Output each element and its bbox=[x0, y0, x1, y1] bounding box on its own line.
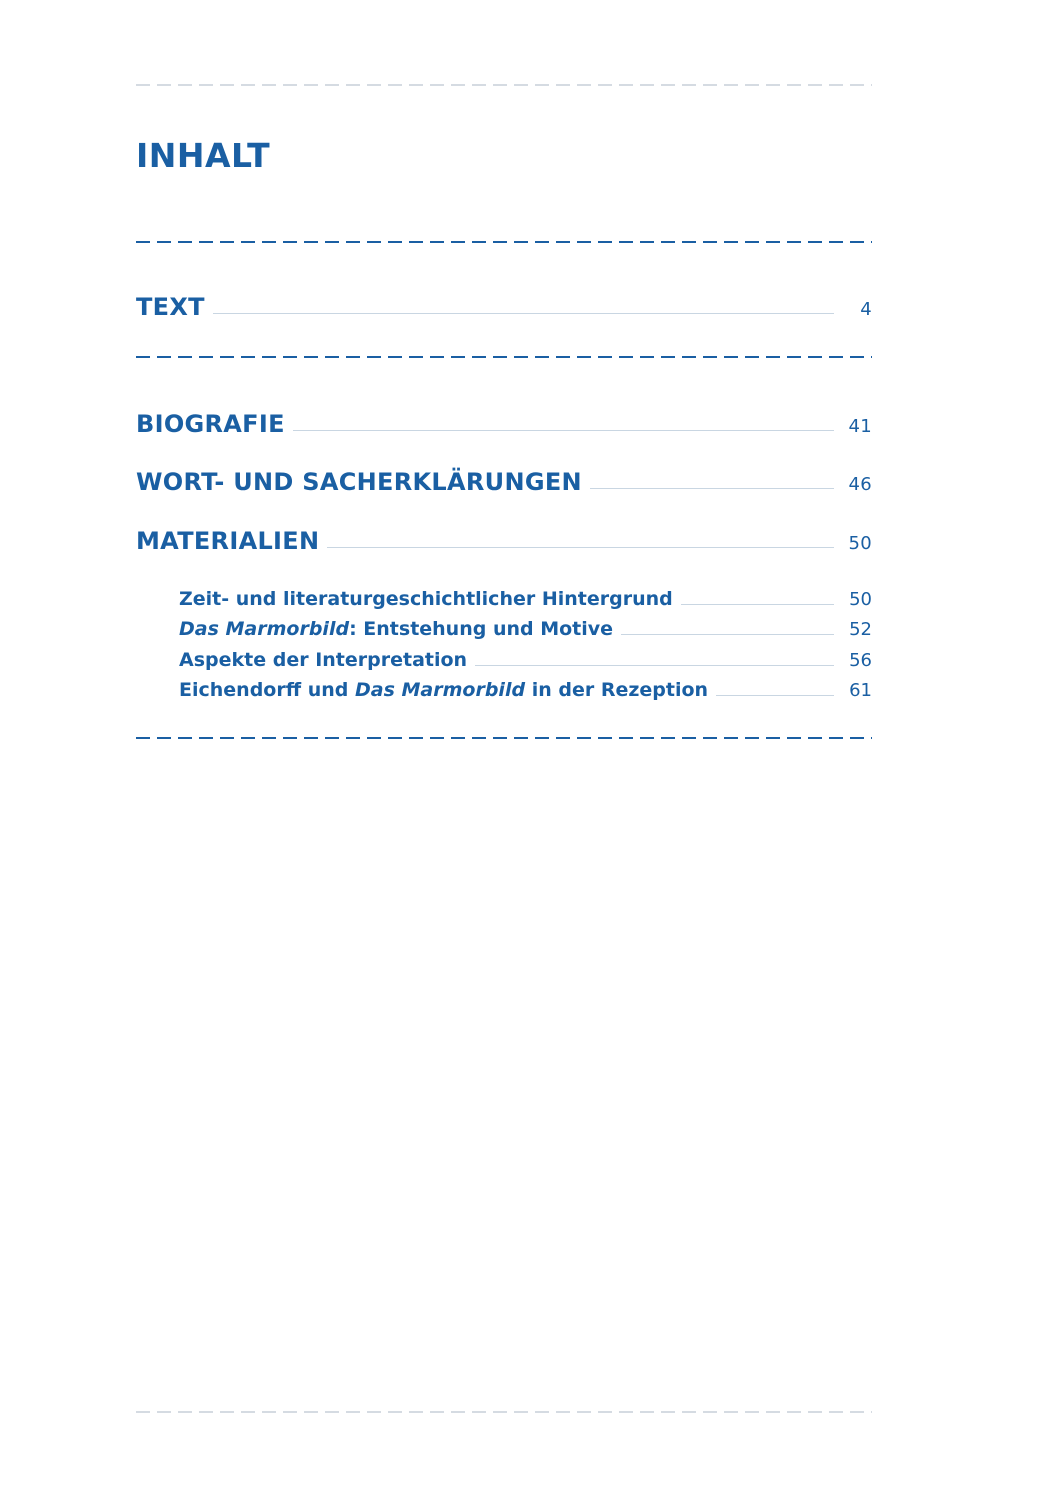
work-title-italic: Das Marmorbild bbox=[179, 618, 350, 640]
bottom-dashed-rule bbox=[136, 1411, 872, 1413]
toc-label: MATERIALIEN bbox=[136, 527, 320, 555]
sublabel-start: Eichendorff und bbox=[179, 679, 355, 701]
toc-entry-text[interactable] bbox=[136, 285, 872, 319]
toc-entry-biografie[interactable] bbox=[136, 402, 872, 436]
toc-leader bbox=[681, 604, 834, 605]
toc-sublabel: Aspekte der Interpretation bbox=[179, 649, 468, 671]
toc-page-number: 46 bbox=[848, 474, 872, 495]
toc-page-number: 56 bbox=[849, 650, 872, 671]
toc-leader bbox=[621, 634, 834, 635]
toc-subentry-hintergrund[interactable] bbox=[179, 583, 872, 609]
work-title-italic: Das Marmorbild bbox=[355, 679, 526, 701]
toc-label: BIOGRAFIE bbox=[136, 410, 285, 438]
toc-leader bbox=[590, 488, 834, 489]
sublabel-rest: : Entstehung und Motive bbox=[349, 618, 614, 640]
section-divider-2 bbox=[136, 356, 872, 358]
section-divider-1 bbox=[136, 241, 872, 243]
toc-page-number: 52 bbox=[849, 619, 872, 640]
toc-leader bbox=[293, 430, 834, 431]
toc-page-number: 4 bbox=[860, 299, 872, 320]
toc-entry-materialien[interactable] bbox=[136, 519, 872, 553]
toc-page-number: 50 bbox=[848, 533, 872, 554]
toc-leader bbox=[716, 695, 834, 696]
page-title: INHALT bbox=[136, 136, 271, 175]
toc-page-number: 50 bbox=[849, 589, 872, 610]
toc-sublabel bbox=[179, 620, 613, 639]
toc-leader bbox=[213, 313, 834, 314]
sublabel-rest: in der Rezeption bbox=[525, 679, 709, 701]
toc-page-number: 41 bbox=[848, 416, 872, 437]
toc-entry-wort-und-sacherklaerungen[interactable] bbox=[136, 460, 872, 494]
toc-leader bbox=[475, 665, 834, 666]
toc-subentry-rezeption[interactable] bbox=[179, 674, 872, 700]
toc-sublabel: Zeit- und literaturgeschichtlicher Hintergrund bbox=[179, 588, 673, 610]
top-dashed-rule bbox=[136, 84, 872, 86]
toc-subentry-entstehung[interactable] bbox=[179, 613, 872, 639]
section-divider-3 bbox=[136, 737, 872, 739]
toc-label: TEXT bbox=[136, 293, 205, 321]
toc-leader bbox=[327, 547, 834, 548]
toc-label: WORT- UND SACHERKLÄRUNGEN bbox=[136, 468, 582, 496]
toc-page-number: 61 bbox=[849, 680, 872, 701]
toc-sublabel bbox=[179, 681, 708, 700]
toc-subentry-interpretation[interactable] bbox=[179, 644, 872, 670]
